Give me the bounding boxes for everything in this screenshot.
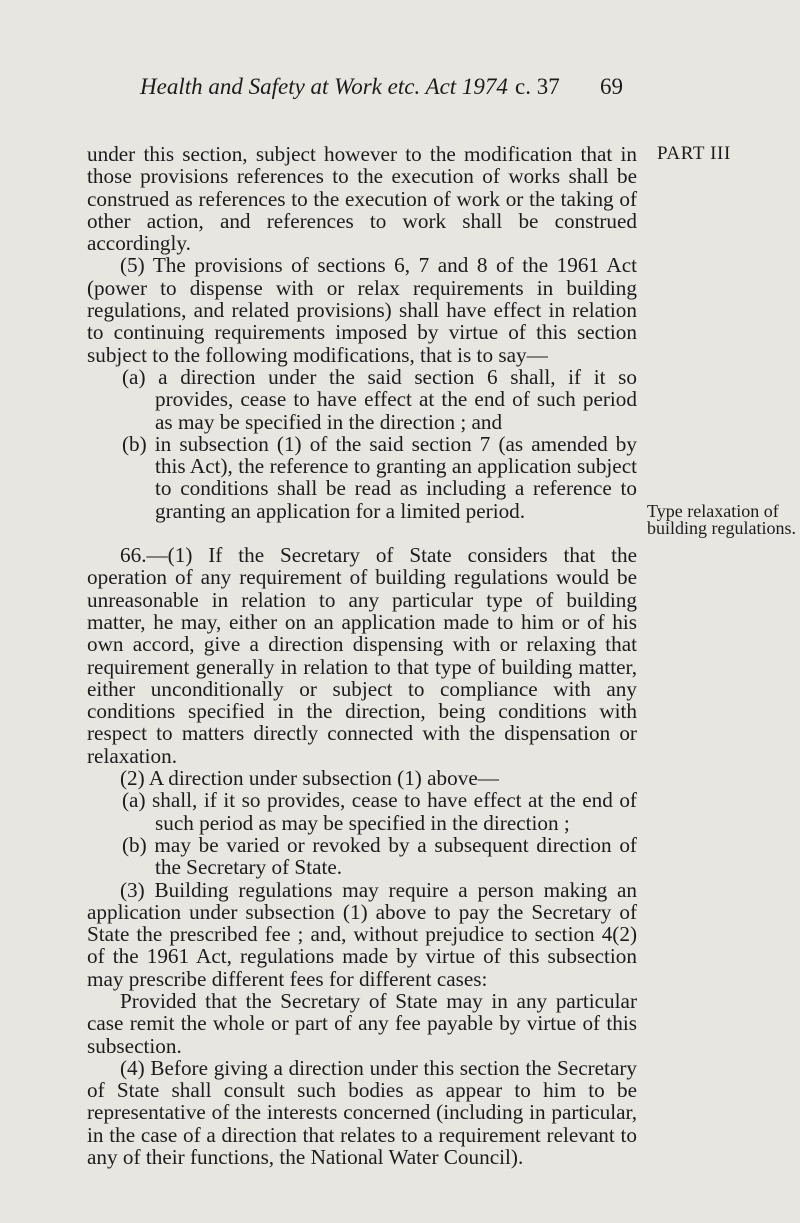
- paragraph-5b: (b) in subsection (1) of the said section 7 (as amended by this Act), the reference to granting an application subject to conditions shall be read as including a reference to granting an application for a limited period.: [122, 431, 637, 523]
- paragraph-2b: (b) may be varied or revoked by a subsequent direction of the Secretary of State.: [122, 832, 637, 880]
- running-header: [140, 74, 660, 100]
- statute-text: [87, 143, 637, 1168]
- section-66-subsection-3: (3) Building regulations may require a person making an application under subsection (1) above to pay the Secretary of State the prescribed fee ; and, without prejudice to section 4(2) of the 1961 Act, regulations made by virtue of this subsection may prescribe different fees for different cases:: [87, 877, 637, 991]
- subsection-5: (5) The provisions of sections 6, 7 and 8 of the 1961 Act (power to dispense with or relax requirements in building regulations, and related provisions) shall have effect in relation to continuing requirements imposed by virtue of this section subject to the following modifications, that is to say—: [87, 253, 637, 367]
- page-number: 69: [600, 74, 623, 99]
- chapter-number: c. 37: [515, 74, 560, 99]
- section-66-subsection-2: (2) A direction under subsection (1) above—: [120, 766, 499, 791]
- section-66-subsection-1: 66.—(1) If the Secretary of State considers that the operation of any requirement of building regulations would be unreasonable in relation to any particular type of building matter, he may, either on an application made to him or of his own accord, give a direction dispensing with or relaxing that requirement generally in relation to that type of building matter, either unconditionally or subject to compliance with any conditions specified in the direction, being conditions with respect to matters directly connected with the dispensation or relaxation.: [87, 543, 637, 768]
- proviso: Provided that the Secretary of State may in any particular case remit the whole or part of any fee payable by virtue of this subsection.: [87, 988, 637, 1058]
- part-label: PART III: [657, 143, 731, 164]
- paragraph-5a: (a) a direction under the said section 6 shall, if it so provides, cease to have effect at the end of such period as may be specified in the direction ; and: [122, 364, 637, 434]
- act-title: Health and Safety at Work etc. Act 1974: [140, 74, 508, 99]
- section-66-subsection-4: (4) Before giving a direction under this section the Secretary of State shall consult such bodies as appear to him to be representative of the interests concerned (including in particular, in the case of a direction that relates to a requirement relevant to any of their functions, the National Water Council).: [87, 1055, 637, 1170]
- marginal-note: Type relaxation of building regulations.: [647, 501, 796, 538]
- continuation-paragraph: under this section, subject however to the modification that in those provisions references to the execution of works shall be construed as references to the execution of work or the taking of other action, and references to work shall be construed accordingly.: [87, 142, 637, 256]
- paragraph-2a: (a) shall, if it so provides, cease to have effect at the end of such period as may be specified in the direction ;: [122, 788, 637, 835]
